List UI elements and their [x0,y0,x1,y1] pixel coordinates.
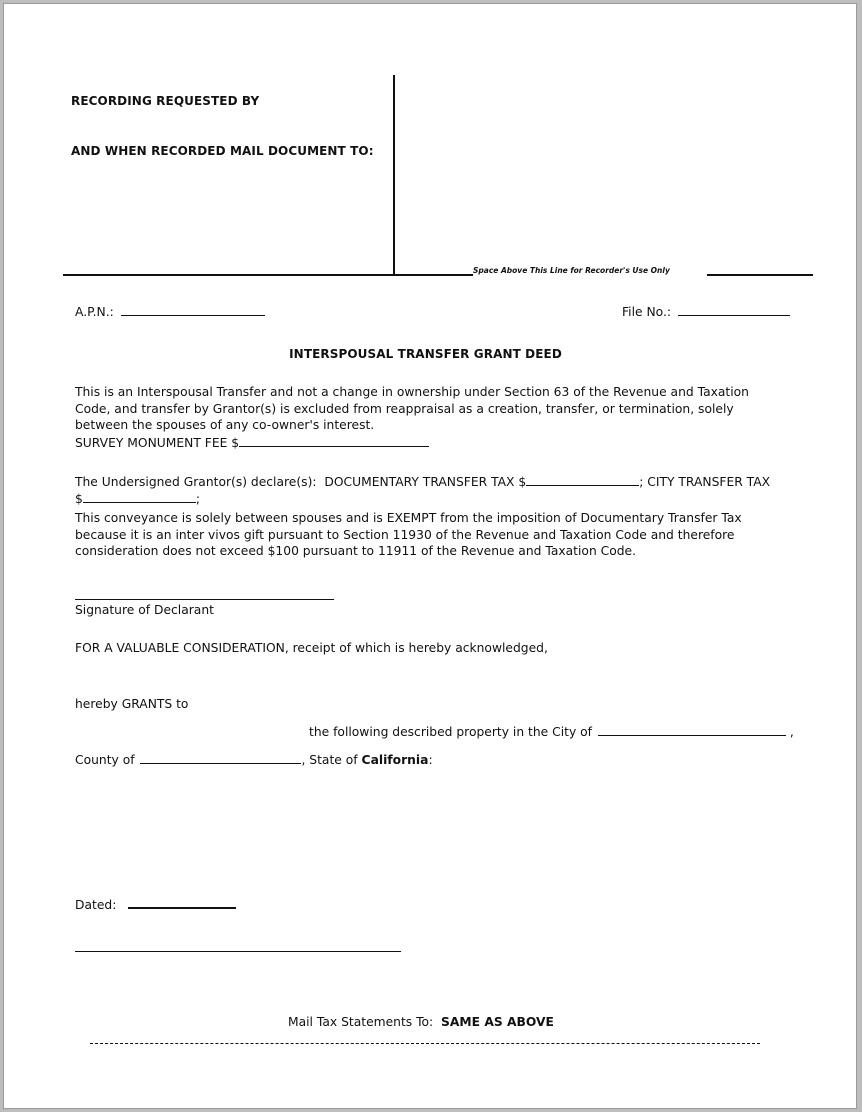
city-tax-blank[interactable] [83,491,196,503]
property-city-label: the following described property in the City of [309,725,592,739]
deed-title: INTERSPOUSAL TRANSFER GRANT DEED [289,347,562,361]
apn-field [75,304,265,319]
city-tax-amount-line [75,491,200,506]
grants-to-text: hereby GRANTS to [75,697,189,711]
doc-tax-blank[interactable] [526,474,639,486]
file-no-field [622,304,790,319]
state-colon: : [428,753,433,767]
recording-requested-by: RECORDING REQUESTED BY [71,94,260,108]
city-comma: , [789,725,794,739]
footer-dashed-rule [90,1043,760,1044]
document-page [4,4,856,1108]
property-city-line [309,724,794,739]
tax-declaration-line [75,474,770,489]
survey-fee-field [75,435,429,450]
city-blank[interactable] [598,724,786,736]
city-tax-semicolon: ; [195,492,200,506]
county-label: County of [75,753,135,767]
dated-blank[interactable] [128,896,236,909]
mail-tax-statements [288,1015,554,1029]
file-no-label: File No.: [622,305,672,319]
survey-fee-blank[interactable] [239,435,429,447]
county-blank[interactable] [140,752,301,764]
consideration-text: FOR A VALUABLE CONSIDERATION, receipt of which is hereby acknowledged, [75,641,548,655]
header-vertical-divider [393,75,395,275]
apn-blank[interactable] [121,304,265,316]
file-no-blank[interactable] [678,304,790,316]
state-label: , State of [301,753,358,767]
apn-label: A.P.N.: [75,305,114,319]
city-tax-label: ; CITY TRANSFER TAX [639,475,771,489]
recorder-use-note: Space Above This Line for Recorder's Use Only [473,266,670,275]
doc-tax-label: DOCUMENTARY TRANSFER TAX $ [324,475,527,489]
mail-tax-value: SAME AS ABOVE [441,1015,554,1029]
county-state-line [75,752,433,767]
declare-label: The Undersigned Grantor(s) declare(s): [75,475,317,489]
mail-tax-label: Mail Tax Statements To: [288,1015,434,1029]
dated-field [75,896,236,912]
declarant-signature-line[interactable] [75,599,334,600]
dated-label: Dated: [75,898,117,912]
survey-fee-label: SURVEY MONUMENT FEE $ [75,436,240,450]
declarant-label: Signature of Declarant [75,603,214,617]
recorder-line-right [707,274,813,276]
grantor-signature-line[interactable] [75,951,401,952]
recorder-line-left [63,274,473,276]
intro-paragraph: This is an Interspousal Transfer and not a change in ownership under Section 63 of the Revenue and Taxation Code, and transfer by Grantor(s) is excluded from reappraisal as a creation, transfer, or termination, solely between the spouses of any co-owner's interest. [75,385,749,432]
city-tax-dollar: $ [75,492,83,506]
state-name: California [361,753,429,767]
mail-document-to: AND WHEN RECORDED MAIL DOCUMENT TO: [71,144,374,158]
exempt-paragraph: This conveyance is solely between spouses and is EXEMPT from the imposition of Documentary Transfer Tax because it is an inter vivos gift pursuant to Section 11930 of the Revenue and Taxation Code and therefore consideration does not exceed $100 pursuant to 11911 of the Revenue and Taxation Code. [75,511,742,558]
